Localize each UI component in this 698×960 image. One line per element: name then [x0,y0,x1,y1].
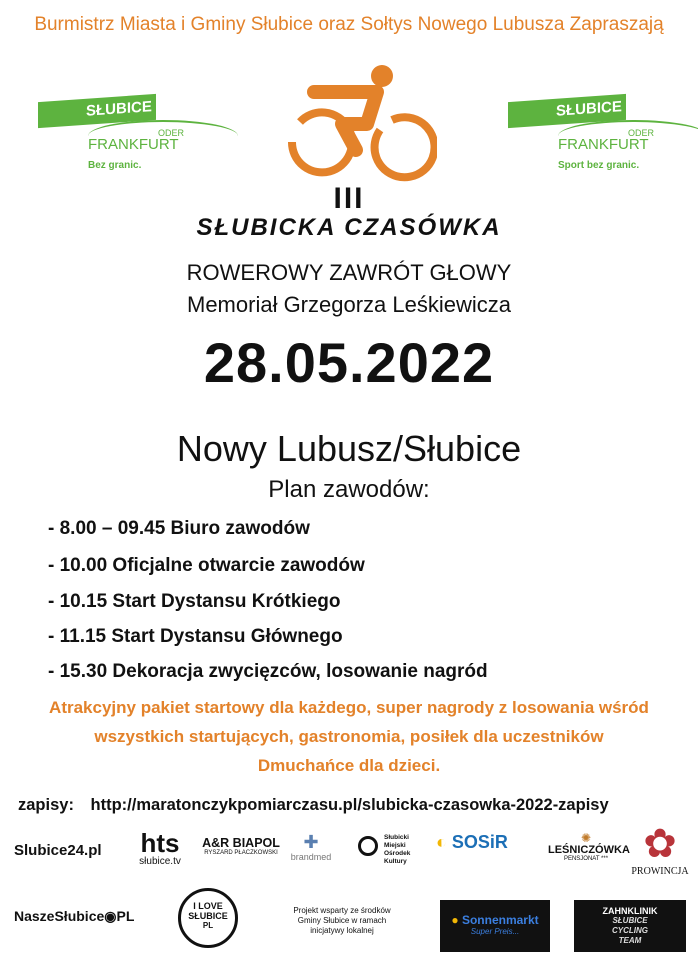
sponsor-ilove-slubice [178,888,238,948]
event-date: 28.05.2022 [203,331,495,394]
sponsor-sosir [436,832,508,853]
sponsor-naszeslubice [14,908,134,925]
event-title: SŁUBICKA CZASÓWKA [196,214,502,241]
nasze-suffix: PL [116,908,135,924]
plan-heading: Plan zawodów: [268,476,430,503]
lesniczowka-sub: PENSJONAT *** [563,856,609,862]
ilove-bot: PL [202,921,214,930]
event-place: Nowy Lubusz/Słubice [176,428,522,469]
slubice-logo-bar: SŁUBICE [38,94,156,128]
prowincja-name: PROWINCJA [631,866,689,877]
slubice-logo-oder: ODER [158,128,185,138]
sponsor-brandmed [285,832,337,862]
smok-line: Ośrodek [384,850,411,857]
extras-line: Dmuchańce dla dzieci. [257,756,441,775]
schedule-item: - 11.15 Start Dystansu Głównego [48,626,343,647]
sponsor-hts [132,830,188,867]
sonnen-text: Sonnenmarkt [461,913,539,927]
brandmed-cross-icon: ✚ [303,832,319,852]
slubice-logo-bar: SŁUBICE [508,94,626,128]
registration-label: zapisy: [18,796,74,814]
sosir-name: SOSiR [451,832,508,852]
projekt-line: inicjatywy lokalnej [310,926,374,935]
slubice-logo-left [38,98,208,178]
lesniczowka-sun-icon: ✺ [580,831,592,845]
sponsor-zahnklinik [574,900,686,952]
ilove-top: I LOVE [193,901,223,911]
slubice-logo-tagline: Bez granic. [88,160,142,171]
memorial-subtitle: Memoriał Grzegorza Leśkiewicza [187,292,511,317]
schedule-item: - 10.15 Start Dystansu Krótkiego [48,591,341,612]
prowincja-ornament-icon: ✿ [643,822,677,866]
projekt-line: Projekt wsparty ze środków [293,906,391,915]
zahn-name: ZAHNKLINIK [602,906,658,916]
schedule-item: - 10.00 Oficjalne otwarcie zawodów [48,555,365,576]
extras-line: wszystkich startujących, gastronomia, posiłek dla uczestników [94,727,604,746]
zahn-sub: TEAM [618,936,642,945]
slubice-logo-tagline: Sport bez granic. [558,160,640,171]
sonnen-sub: Super Preis... [470,927,520,936]
sponsor-biapol [200,836,282,856]
hts-logo-text: hts [140,828,180,858]
biapol-sub: RYSZARD PŁACZKOWSKI [204,850,278,856]
registration [18,796,688,815]
sonnen-name [440,913,550,927]
slubice-logo-frankfurt: FRANKFURT [558,136,649,153]
smok-line: Miejski [384,842,406,849]
extras-line: Atrakcyjny pakiet startowy dla każdego, super nagrody z losowania wśród [49,698,649,717]
schedule-item: - 8.00 – 09.45 Biuro zawodów [48,518,310,539]
nasze-globe-icon: ◉ [104,908,117,924]
sosir-swirl-icon: ◐ [436,832,447,852]
sonnen-sun-icon: ● [451,913,459,927]
sponsor-slubice24: Slubice24.pl [14,842,102,859]
smok-text [384,834,410,866]
lesniczowka-name: LEŚNICZÓWKA [548,844,630,856]
ilove-mid: SŁUBICE [188,911,228,921]
biapol-name: A&R BIAPOL [202,836,280,850]
slubice-logo-right [508,98,678,178]
sponsor-lesniczowka [548,831,630,862]
schedule-item: - 15.30 Dekoracja zwycięzców, losowanie nagród [48,661,488,682]
slubice-logo-frankfurt: FRANKFURT [88,136,179,153]
event-subtitle: ROWEROWY ZAWRÓT GŁOWY [186,260,512,285]
slubice-logo-oder: ODER [628,128,655,138]
brandmed-name: brandmed [290,852,332,862]
edition-number: III [333,182,365,215]
zahn-sub: CYCLING [612,926,648,935]
projekt-line: Gminy Słubice w ramach [297,916,387,925]
smok-line: Kultury [384,858,407,865]
projekt-note [282,906,402,936]
nasze-name: NaszeSłubice [14,908,105,924]
smok-line: Słubicki [384,834,409,841]
header-invitation: Burmistrz Miasta i Gminy Słubice oraz Sołtys Nowego Lubusza Zapraszają [34,14,664,35]
sponsor-sonnenmarkt [440,900,550,952]
zahn-sub: SŁUBICE [612,916,648,925]
sponsor-prowincja [630,822,690,877]
registration-link[interactable]: http://maratonczykpomiarczasu.pl/slubicka-czasowka-2022-zapisy [90,796,609,814]
cyclist-icon [252,62,437,182]
smok-circle-icon [358,836,378,856]
hts-logo-sub: słubice.tv [139,856,181,867]
